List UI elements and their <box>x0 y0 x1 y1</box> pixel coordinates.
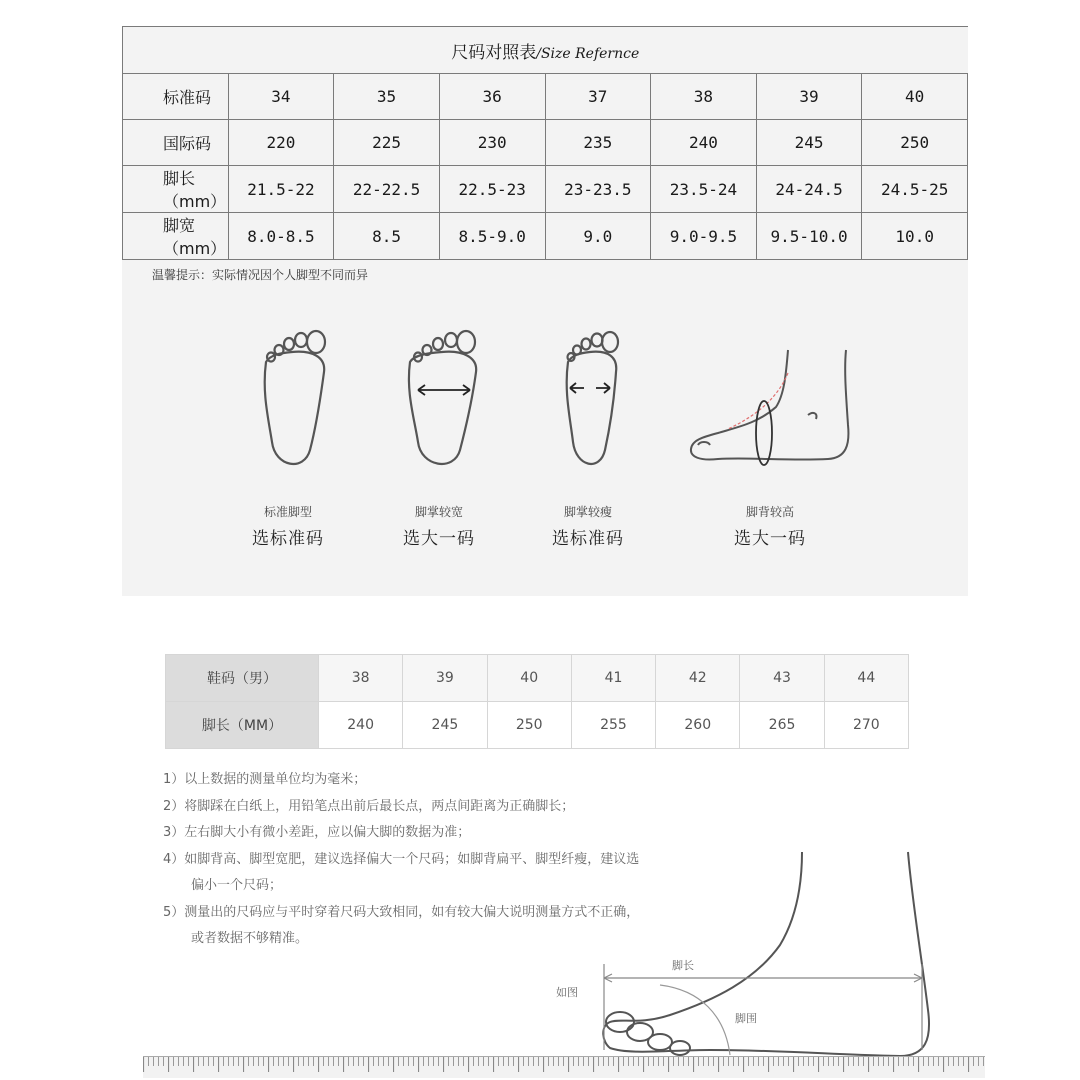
table-cell: 8.5 <box>334 213 440 260</box>
table-cell: 21.5-22 <box>228 166 334 213</box>
table-row <box>123 166 968 213</box>
row-header: 脚宽（mm） <box>123 213 229 260</box>
table-cell: 41 <box>571 655 655 702</box>
table-cell: 9.5-10.0 <box>756 213 862 260</box>
table-cell: 37 <box>545 74 651 120</box>
table-cell: 255 <box>571 702 655 749</box>
caption-small: 脚掌较宽 <box>414 505 463 519</box>
table-cell: 38 <box>651 74 757 120</box>
table-cell: 220 <box>228 120 334 166</box>
note-line: 4）如脚背高、脚型宽肥，建议选择偏大一个尺码；如脚背扁平、脚型纤瘦，建议选 <box>163 851 640 867</box>
wide-foot-icon <box>380 322 500 482</box>
table-cell: 43 <box>740 655 824 702</box>
table-row <box>166 655 909 702</box>
table-cell: 265 <box>740 702 824 749</box>
foot-measure-figure-icon <box>540 850 960 1065</box>
high-instep-foot-icon <box>688 345 858 475</box>
note-line: 或者数据不够精准。 <box>191 931 309 946</box>
table-row <box>166 702 909 749</box>
size-table-title <box>123 27 968 74</box>
note-line: 3）左右脚大小有微小差距，应以偏大脚的数据为准； <box>163 825 471 840</box>
row-header: 脚长（MM） <box>166 702 319 749</box>
table-cell: 9.0 <box>545 213 651 260</box>
as-shown-label: 如图 <box>556 986 578 999</box>
tip-text: 温馨提示：实际情况因个人脚型不同而异 <box>152 268 369 282</box>
table-cell: 23.5-24 <box>651 166 757 213</box>
table-cell: 8.5-9.0 <box>439 213 545 260</box>
caption-big: 选大一码 <box>734 529 806 549</box>
caption-small: 标准脚型 <box>263 505 312 519</box>
foot-caption-standard <box>208 503 368 549</box>
caption-big: 选大一码 <box>403 529 475 549</box>
row-header: 国际码 <box>123 120 229 166</box>
caption-big: 选标准码 <box>552 529 624 549</box>
table-cell: 9.0-9.5 <box>651 213 757 260</box>
table-cell: 35 <box>334 74 440 120</box>
row-header: 鞋码（男） <box>166 655 319 702</box>
table-row <box>123 213 968 260</box>
table-cell: 39 <box>403 655 487 702</box>
note-line: 1）以上数据的测量单位均为毫米； <box>163 772 367 787</box>
foot-caption-wide <box>359 503 519 549</box>
table-cell: 245 <box>756 120 862 166</box>
caption-big: 选标准码 <box>252 529 324 549</box>
table-cell: 22-22.5 <box>334 166 440 213</box>
caption-small: 脚背较高 <box>745 505 794 519</box>
shoe-size-table <box>165 654 909 749</box>
table-cell: 36 <box>439 74 545 120</box>
table-cell: 24-24.5 <box>756 166 862 213</box>
table-cell: 40 <box>862 74 968 120</box>
table-row <box>123 120 968 166</box>
standard-foot-icon <box>232 322 352 482</box>
table-cell: 34 <box>228 74 334 120</box>
table-cell: 250 <box>862 120 968 166</box>
table-cell: 235 <box>545 120 651 166</box>
table-cell: 230 <box>439 120 545 166</box>
note-line: 偏小一个尺码； <box>191 878 283 893</box>
table-cell: 245 <box>403 702 487 749</box>
table-cell: 270 <box>824 702 908 749</box>
row-header: 标准码 <box>123 74 229 120</box>
narrow-foot-icon <box>530 322 650 482</box>
ruler-icon <box>143 1056 985 1078</box>
table-cell: 39 <box>756 74 862 120</box>
caption-small: 脚掌较瘦 <box>563 505 612 519</box>
foot-circumference-label: 脚围 <box>735 1012 757 1025</box>
table-cell: 40 <box>487 655 571 702</box>
foot-caption-narrow <box>508 503 668 549</box>
table-cell: 24.5-25 <box>862 166 968 213</box>
row-header: 脚长（mm） <box>123 166 229 213</box>
table-cell: 42 <box>656 655 740 702</box>
table-row <box>123 74 968 120</box>
note-line: 5）测量出的尺码应与平时穿着尺码大致相同，如有较大偏大说明测量方式不正确， <box>163 904 640 920</box>
size-table-title-en: /Size Refernce <box>536 45 640 62</box>
table-cell: 23-23.5 <box>545 166 651 213</box>
foot-caption-high-instep <box>690 503 850 549</box>
size-reference-table <box>122 26 968 260</box>
table-cell: 240 <box>319 702 403 749</box>
table-cell: 225 <box>334 120 440 166</box>
table-cell: 250 <box>487 702 571 749</box>
size-table-title-cn: 尺码对照表 <box>451 42 537 63</box>
foot-length-label: 脚长 <box>672 959 694 972</box>
note-line: 2）将脚踩在白纸上，用铅笔点出前后最长点，两点间距离为正确脚长； <box>163 798 575 814</box>
table-cell: 240 <box>651 120 757 166</box>
table-cell: 8.0-8.5 <box>228 213 334 260</box>
table-cell: 22.5-23 <box>439 166 545 213</box>
table-cell: 44 <box>824 655 908 702</box>
table-cell: 38 <box>319 655 403 702</box>
table-cell: 260 <box>656 702 740 749</box>
table-cell: 10.0 <box>862 213 968 260</box>
